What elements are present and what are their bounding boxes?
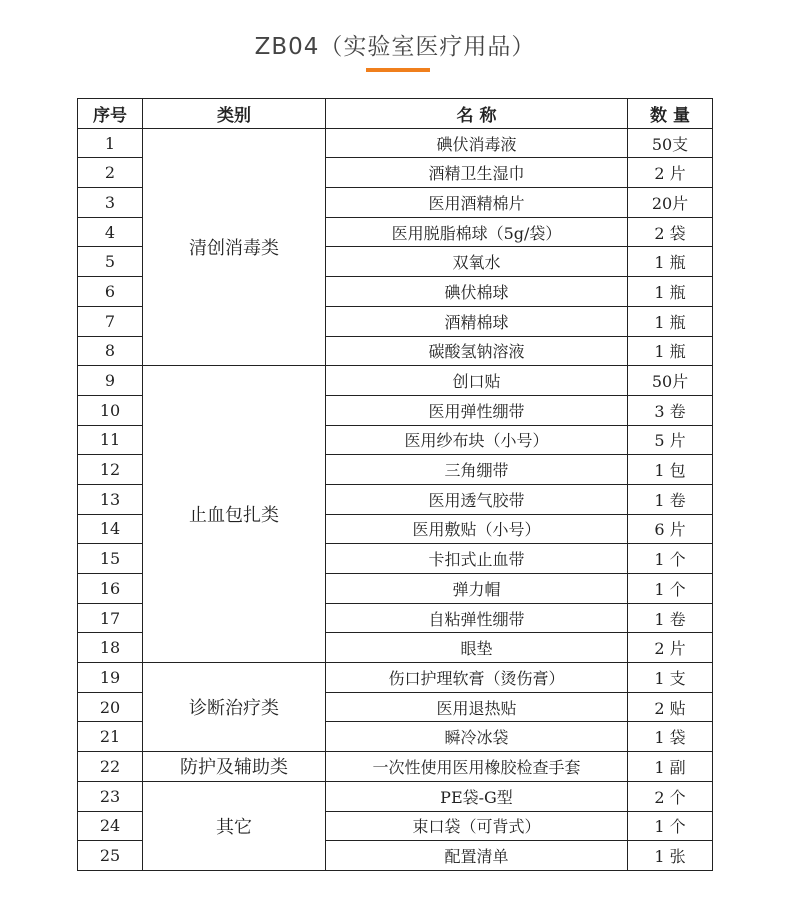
item-name: 瞬冷冰袋 (326, 722, 628, 752)
item-quantity: 1 瓶 (628, 277, 713, 307)
item-number: 1 (78, 128, 143, 158)
item-quantity: 1 瓶 (628, 247, 713, 277)
item-name: 碘伏棉球 (326, 277, 628, 307)
item-number: 25 (78, 841, 143, 871)
item-number: 24 (78, 811, 143, 841)
header-index: 序号 (78, 99, 143, 129)
item-quantity: 1 张 (628, 841, 713, 871)
item-number: 23 (78, 781, 143, 811)
item-quantity: 1 瓶 (628, 306, 713, 336)
item-name: 医用退热贴 (326, 692, 628, 722)
item-quantity: 2 贴 (628, 692, 713, 722)
item-number: 12 (78, 455, 143, 485)
item-quantity: 20片 (628, 188, 713, 218)
category-cell: 诊断治疗类 (143, 663, 326, 752)
item-quantity: 6 片 (628, 514, 713, 544)
table-row (78, 128, 713, 158)
item-name: 医用脱脂棉球（5g/袋） (326, 217, 628, 247)
item-quantity: 2 个 (628, 781, 713, 811)
item-number: 17 (78, 603, 143, 633)
item-quantity: 2 片 (628, 158, 713, 188)
table-row (78, 366, 713, 396)
table-header-row (78, 99, 713, 129)
category-cell: 其它 (143, 781, 326, 870)
item-name: 自粘弹性绷带 (326, 603, 628, 633)
item-name: PE袋-G型 (326, 781, 628, 811)
item-number: 22 (78, 752, 143, 782)
item-quantity: 1 卷 (628, 484, 713, 514)
item-quantity: 1 个 (628, 544, 713, 574)
header-name: 名 称 (326, 99, 628, 129)
table-row (78, 752, 713, 782)
item-name: 医用敷贴（小号） (326, 514, 628, 544)
item-quantity: 1 副 (628, 752, 713, 782)
item-number: 10 (78, 395, 143, 425)
item-quantity: 2 片 (628, 633, 713, 663)
item-quantity: 1 支 (628, 663, 713, 693)
item-name: 医用弹性绷带 (326, 395, 628, 425)
item-name: 卡扣式止血带 (326, 544, 628, 574)
item-quantity: 1 瓶 (628, 336, 713, 366)
item-number: 3 (78, 188, 143, 218)
page-title: ZB04（实验室医疗用品） (254, 34, 536, 60)
item-number: 4 (78, 217, 143, 247)
item-name: 三角绷带 (326, 455, 628, 485)
item-number: 20 (78, 692, 143, 722)
header-quantity: 数 量 (628, 99, 713, 129)
item-name: 眼垫 (326, 633, 628, 663)
item-name: 伤口护理软膏（烫伤膏） (326, 663, 628, 693)
item-number: 14 (78, 514, 143, 544)
item-number: 18 (78, 633, 143, 663)
item-number: 7 (78, 306, 143, 336)
item-quantity: 1 卷 (628, 603, 713, 633)
item-name: 酒精卫生湿巾 (326, 158, 628, 188)
table-row (78, 781, 713, 811)
title-underline (366, 68, 430, 72)
item-number: 15 (78, 544, 143, 574)
item-number: 9 (78, 366, 143, 396)
item-name: 束口袋（可背式） (326, 811, 628, 841)
item-name: 医用酒精棉片 (326, 188, 628, 218)
category-cell: 止血包扎类 (143, 366, 326, 663)
item-quantity: 5 片 (628, 425, 713, 455)
item-number: 5 (78, 247, 143, 277)
item-quantity: 1 个 (628, 811, 713, 841)
item-number: 8 (78, 336, 143, 366)
item-name: 碘伏消毒液 (326, 128, 628, 158)
item-number: 11 (78, 425, 143, 455)
item-name: 医用透气胶带 (326, 484, 628, 514)
category-cell: 清创消毒类 (143, 128, 326, 366)
table-row (78, 663, 713, 693)
item-name: 弹力帽 (326, 574, 628, 604)
item-name: 双氧水 (326, 247, 628, 277)
item-name: 一次性使用医用橡胶检查手套 (326, 752, 628, 782)
item-number: 13 (78, 484, 143, 514)
item-name: 碳酸氢钠溶液 (326, 336, 628, 366)
item-name: 创口贴 (326, 366, 628, 396)
item-quantity: 1 个 (628, 574, 713, 604)
item-number: 19 (78, 663, 143, 693)
item-number: 2 (78, 158, 143, 188)
supplies-table (77, 98, 713, 871)
item-quantity: 2 袋 (628, 217, 713, 247)
item-number: 6 (78, 277, 143, 307)
item-number: 16 (78, 574, 143, 604)
item-quantity: 1 包 (628, 455, 713, 485)
item-quantity: 50支 (628, 128, 713, 158)
item-quantity: 3 卷 (628, 395, 713, 425)
item-quantity: 1 袋 (628, 722, 713, 752)
item-number: 21 (78, 722, 143, 752)
item-name: 配置清单 (326, 841, 628, 871)
item-quantity: 50片 (628, 366, 713, 396)
category-cell: 防护及辅助类 (143, 752, 326, 782)
item-name: 酒精棉球 (326, 306, 628, 336)
header-category: 类别 (143, 99, 326, 129)
item-name: 医用纱布块（小号） (326, 425, 628, 455)
